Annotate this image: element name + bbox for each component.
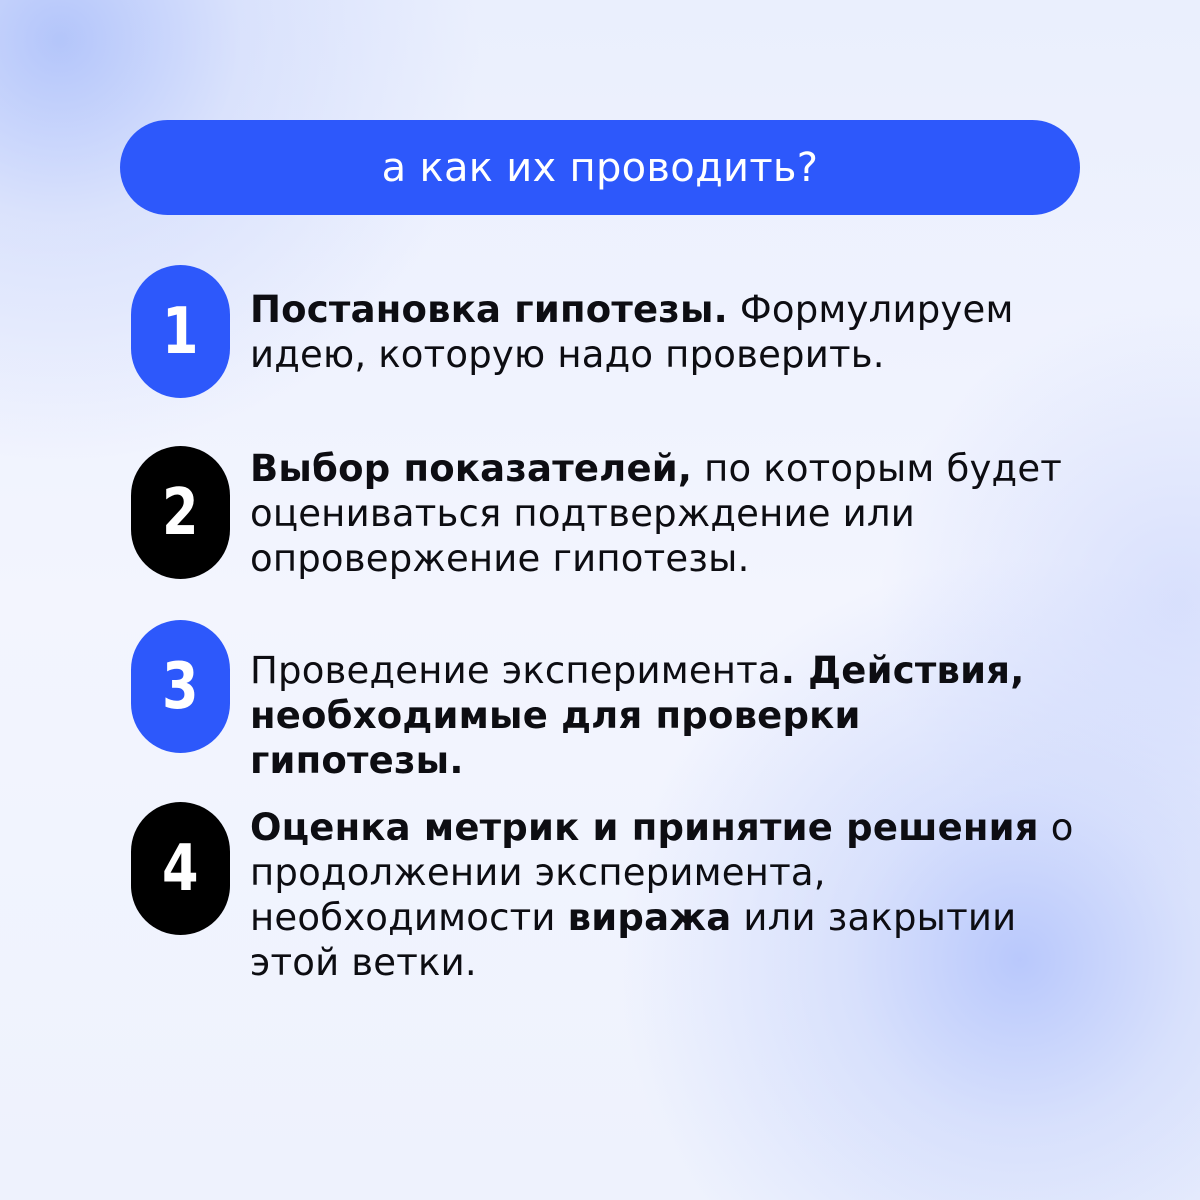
step-description	[250, 287, 1080, 377]
step-description	[250, 446, 1080, 581]
step-number-badge	[131, 802, 230, 935]
step-description	[250, 805, 1080, 985]
step-text-bold: Выбор показателей,	[250, 447, 693, 490]
step-description	[250, 648, 1080, 783]
step-text: по которым будет оцениваться подтверждение или опровержение гипотезы.	[250, 447, 1063, 580]
step-text-bold: виража	[567, 896, 732, 939]
step-number-badge	[131, 446, 230, 579]
step-text-bold: Оценка метрик и принятие решения	[250, 806, 1039, 849]
step-text: о продолжении эксперимента, необходимости	[250, 806, 1074, 939]
step-text: Проведение эксперимента	[250, 649, 781, 692]
header-banner	[120, 120, 1080, 215]
step-text-bold: . Действия, необходимые для проверки гипотезы.	[250, 649, 1025, 782]
step-text-bold: Постановка гипотезы.	[250, 288, 728, 331]
step-number-badge	[131, 620, 230, 753]
step-number-badge	[131, 265, 230, 398]
step-number: 4	[162, 831, 199, 906]
step-number: 3	[162, 649, 199, 724]
step-number: 2	[162, 475, 199, 550]
step-text: Формулируем идею, которую надо проверить.	[250, 288, 1014, 376]
step-number: 1	[162, 294, 199, 369]
header-title: а как их проводить?	[381, 144, 819, 191]
step-text: или закрытии этой ветки.	[250, 896, 1017, 984]
